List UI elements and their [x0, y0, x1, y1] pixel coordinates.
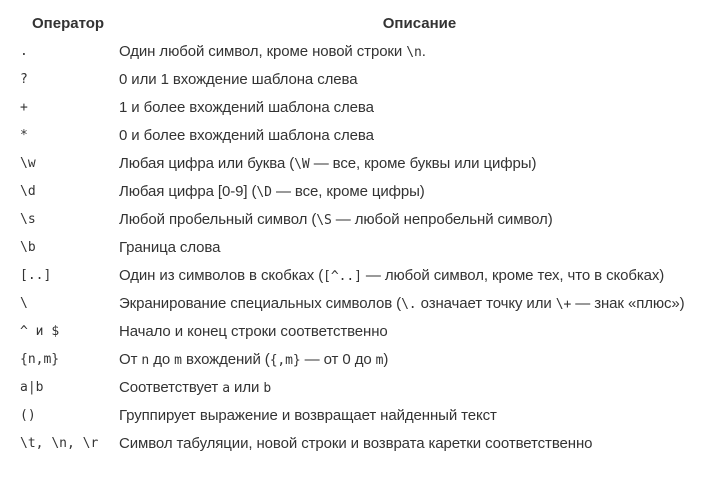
operator-cell — [12, 317, 119, 345]
operator-cell — [12, 429, 119, 457]
text-fragment: Группирует выражение и возвращает найденный текст — [119, 406, 497, 424]
code-fragment: b — [263, 380, 272, 396]
header-row — [12, 9, 720, 37]
text-fragment: и — [27, 323, 52, 339]
operator-cell: [..] — [20, 267, 52, 283]
text-fragment: означает точку или — [416, 294, 556, 312]
code-fragment: \S — [316, 212, 332, 228]
code-fragment: ^ — [20, 323, 28, 339]
table-row — [12, 149, 720, 177]
description-cell — [119, 233, 720, 261]
table-body — [12, 37, 720, 457]
text-fragment: Любая цифра или буква ( — [119, 154, 295, 172]
text-fragment: , — [35, 435, 52, 451]
text-fragment: — знак «плюс») — [571, 294, 685, 312]
text-fragment: — любой символ, кроме тех, что в скобках) — [361, 266, 665, 284]
text-fragment: вхождений ( — [181, 350, 270, 368]
description-cell — [119, 65, 720, 93]
description-cell — [119, 149, 720, 177]
text-fragment: 0 и более вхождений шаблона слева — [119, 126, 374, 144]
code-fragment: m — [174, 352, 182, 368]
code-fragment: n — [141, 352, 150, 368]
code-fragment: a — [222, 380, 230, 396]
operator-cell: + — [20, 99, 28, 115]
text-fragment: 1 и более вхождений шаблона слева — [119, 98, 374, 116]
code-fragment: \. — [401, 296, 417, 312]
table-row — [12, 317, 720, 345]
operator-cell: a|b — [20, 379, 44, 395]
code-fragment: \W — [294, 156, 310, 172]
text-fragment: Соответствует — [119, 378, 223, 396]
table-row — [12, 205, 720, 233]
text-fragment: — любой непробельнй символ) — [331, 210, 553, 228]
table-row — [12, 373, 720, 401]
text-fragment: — от 0 до — [300, 350, 376, 368]
operator-cell: \w — [20, 155, 36, 171]
text-fragment: — все, кроме цифры) — [271, 182, 425, 200]
description-cell — [119, 177, 720, 205]
description-cell — [119, 401, 720, 429]
code-fragment: [^..] — [323, 268, 362, 284]
text-fragment: Один любой символ, кроме новой строки — [119, 42, 407, 60]
text-fragment: или — [229, 378, 264, 396]
operator-cell: \s — [20, 211, 36, 227]
description-cell — [119, 289, 720, 317]
table-row — [12, 121, 720, 149]
description-cell — [119, 37, 720, 65]
table-row — [12, 261, 720, 289]
text-fragment: Начало и конец строки соответственно — [119, 322, 388, 340]
code-fragment: \D — [256, 184, 272, 200]
code-fragment: \t — [20, 435, 36, 451]
text-fragment: — все, кроме буквы или цифры) — [309, 154, 537, 172]
operator-cell: * — [20, 127, 28, 143]
code-fragment: {,m} — [269, 352, 301, 368]
operator-cell: . — [20, 43, 28, 59]
code-fragment: \+ — [555, 296, 572, 312]
code-fragment: \r — [82, 435, 99, 451]
operator-column-header: Оператор — [32, 14, 105, 32]
operator-cell: \ — [20, 295, 28, 311]
code-fragment: \n — [51, 435, 67, 451]
text-fragment: Один из символов в скобках ( — [119, 266, 324, 284]
text-fragment: Символ табуляции, новой строки и возврата каретки соответственно — [119, 434, 593, 452]
table-row — [12, 429, 720, 457]
operator-cell: {n,m} — [20, 351, 60, 367]
description-cell — [119, 317, 720, 345]
text-fragment: до — [149, 350, 175, 368]
text-fragment: Экранирование специальных символов ( — [119, 294, 402, 312]
text-fragment: . — [421, 42, 426, 60]
table-row — [12, 289, 720, 317]
description-cell — [119, 373, 720, 401]
text-fragment: Любая цифра [0-9] ( — [119, 182, 257, 200]
description-cell — [119, 205, 720, 233]
table-row — [12, 345, 720, 373]
text-fragment: Любой пробельный символ ( — [119, 210, 317, 228]
operator-cell: \b — [20, 239, 36, 255]
description-cell — [119, 121, 720, 149]
text-fragment: ) — [383, 350, 389, 368]
text-fragment: Граница слова — [119, 238, 221, 256]
text-fragment: От — [119, 350, 142, 368]
table-row — [12, 177, 720, 205]
table-header — [12, 9, 720, 37]
text-fragment: , — [66, 435, 83, 451]
table-row — [12, 93, 720, 121]
table-row — [12, 401, 720, 429]
operator-cell: \d — [20, 183, 36, 199]
regex-operators-table — [12, 9, 720, 457]
table-row — [12, 65, 720, 93]
description-cell — [119, 93, 720, 121]
operator-cell: () — [20, 407, 36, 423]
text-fragment: 0 или 1 вхождение шаблона слева — [119, 70, 358, 88]
description-cell — [119, 345, 720, 373]
code-fragment: \n — [406, 44, 422, 60]
code-fragment: m — [375, 352, 384, 368]
description-cell — [119, 429, 720, 457]
operator-cell: ? — [20, 71, 28, 87]
code-fragment: $ — [51, 323, 60, 339]
description-column-header: Описание — [382, 14, 457, 32]
table-row — [12, 37, 720, 65]
table-row — [12, 233, 720, 261]
description-cell — [119, 261, 720, 289]
